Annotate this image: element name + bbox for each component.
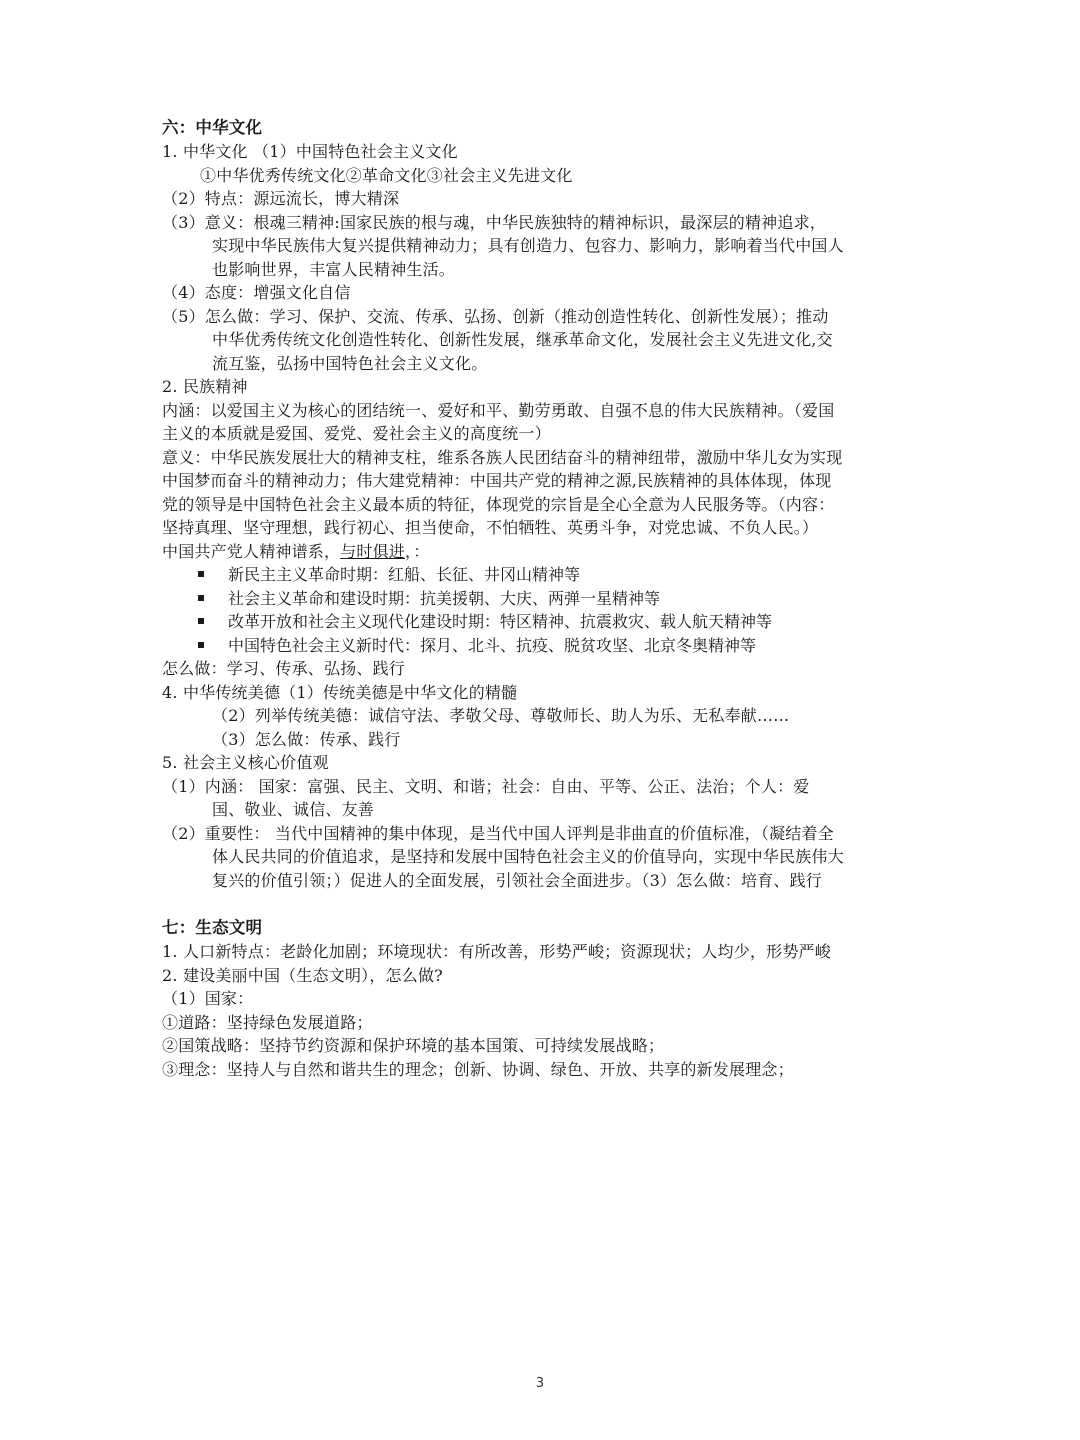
subheading-virtues: 4. 中华传统美德（1）传统美德是中华文化的精髓 bbox=[162, 682, 518, 702]
section-title-culture: 六：中华文化 bbox=[162, 118, 263, 137]
text-line: ①中华优秀传统文化②革命文化③社会主义先进文化 bbox=[200, 165, 573, 185]
list-item-text: 社会主义革命和建设时期：抗美援朝、大庆、两弹一星精神等 bbox=[228, 588, 661, 608]
subheading-core-values: 5. 社会主义核心价值观 bbox=[162, 753, 329, 772]
text-line: 2. 建设美丽中国（生态文明），怎么做? bbox=[162, 965, 443, 985]
list-item-text: 改革开放和社会主义现代化建设时期：特区精神、抗震救灾、载人航天精神等 bbox=[228, 612, 773, 631]
text-line: （2）特点：源远流长，博大精深 bbox=[162, 189, 400, 208]
text-line: （2）列举传统美德：诚信守法、孝敬父母、尊敬师长、助人为乐、无私奉献…… bbox=[212, 706, 790, 725]
list-item bbox=[162, 634, 932, 658]
text-line: 意义：中华民族发展壮大的精神支柱，维系各族人民团结奋斗的精神纽带，激励中华儿女为实现 bbox=[162, 447, 843, 467]
page-content bbox=[162, 116, 932, 1081]
text-span: ，： bbox=[405, 541, 430, 561]
text-line: （5）怎么做：学习、保护、交流、传承、弘扬、创新（推动创造性转化、创新性发展）；推动 bbox=[162, 306, 829, 326]
text-line: 1. 人口新特点：老龄化加剧；环境现状：有所改善，形势严峻；资源现状；人均少，形势严峻 bbox=[162, 942, 831, 961]
text-line: （3）意义：根魂三精神:国家民族的根与魂，中华民族独特的精神标识，最深层的精神追求， bbox=[162, 212, 826, 232]
text-line: 内涵：以爱国主义为核心的团结统一、爱好和平、勤劳勇敢、自强不息的伟大民族精神。（爱国 bbox=[162, 400, 835, 420]
text-line: 党的领导是中国特色社会主义最本质的特征，体现党的宗旨是全心全意为人民服务等。（内容： bbox=[162, 494, 835, 514]
text-line: 实现中华民族伟大复兴提供精神动力；具有创造力、包容力、影响力，影响着当代中国人 bbox=[212, 236, 844, 255]
text-line: 怎么做：学习、传承、弘扬、践行 bbox=[162, 659, 406, 678]
text-line: ①道路：坚持绿色发展道路； bbox=[162, 1012, 373, 1032]
square-bullet-icon bbox=[198, 571, 204, 577]
square-bullet-icon bbox=[198, 618, 204, 624]
text-line: （1）国家： bbox=[162, 989, 254, 1008]
spirit-list bbox=[162, 563, 932, 657]
list-item bbox=[162, 563, 932, 587]
spacer bbox=[162, 892, 932, 916]
text-line: 主义的本质就是爱国、爱党、爱社会主义的高度统一） bbox=[162, 424, 551, 443]
page-number: 3 bbox=[535, 1376, 545, 1391]
text-line: 国、敬业、诚信、友善 bbox=[212, 800, 375, 819]
text-line: （2）重要性： 当代中国精神的集中体现，是当代中国人评判是非曲直的价值标准，（凝结着全 bbox=[162, 823, 834, 843]
text-line: 复兴的价值引领；）促进人的全面发展，引领社会全面进步。（3）怎么做：培育、践行 bbox=[212, 870, 822, 890]
list-item-text: 新民主主义革命时期：红船、长征、井冈山精神等 bbox=[228, 565, 581, 584]
square-bullet-icon bbox=[198, 595, 204, 601]
list-item-text: 中国特色社会主义新时代：探月、北斗、抗疫、脱贫攻坚、北京冬奥精神等 bbox=[228, 635, 757, 655]
text-line: （1）内涵： 国家：富强、民主、文明、和谐；社会：自由、平等、公正、法治；个人：爱 bbox=[162, 776, 810, 796]
text-span: 中国共产党人精神谱系， bbox=[162, 541, 341, 561]
text-line: （4）态度：增强文化自信 bbox=[162, 283, 351, 302]
list-item bbox=[162, 610, 932, 634]
subheading-national-spirit: 2. 民族精神 bbox=[162, 377, 248, 396]
text-line: （3）怎么做：传承、践行 bbox=[212, 729, 401, 749]
text-line: 也影响世界，丰富人民精神生活。 bbox=[212, 259, 456, 279]
text-line: 中华优秀传统文化创造性转化、创新性发展，继承革命文化，发展社会主义先进文化,交 bbox=[212, 330, 833, 349]
text-line: ③理念：坚持人与自然和谐共生的理念；创新、协调、绿色、开放、共享的新发展理念； bbox=[162, 1059, 794, 1079]
text-line bbox=[162, 540, 932, 564]
underlined-text: 与时俱进 bbox=[340, 541, 406, 561]
text-line: 坚持真理、坚守理想，践行初心、担当使命，不怕牺牲、英勇斗争，对党忠诚、不负人民。） bbox=[162, 518, 819, 537]
text-line: 中国梦而奋斗的精神动力；伟大建党精神：中国共产党的精神之源,民族精神的具体体现，体现 bbox=[162, 471, 832, 490]
text-line: 流互鉴，弘扬中国特色社会主义文化。 bbox=[212, 353, 488, 373]
text-line: 1. 中华文化 （1）中国特色社会主义文化 bbox=[162, 142, 458, 161]
section-title-ecology: 七：生态文明 bbox=[162, 918, 263, 937]
list-item bbox=[162, 587, 932, 611]
text-line: ②国策战略：坚持节约资源和保护环境的基本国策、可持续发展战略； bbox=[162, 1036, 665, 1055]
text-line: 体人民共同的价值追求，是坚持和发展中国特色社会主义的价值导向，实现中华民族伟大 bbox=[212, 847, 844, 866]
square-bullet-icon bbox=[198, 642, 204, 648]
